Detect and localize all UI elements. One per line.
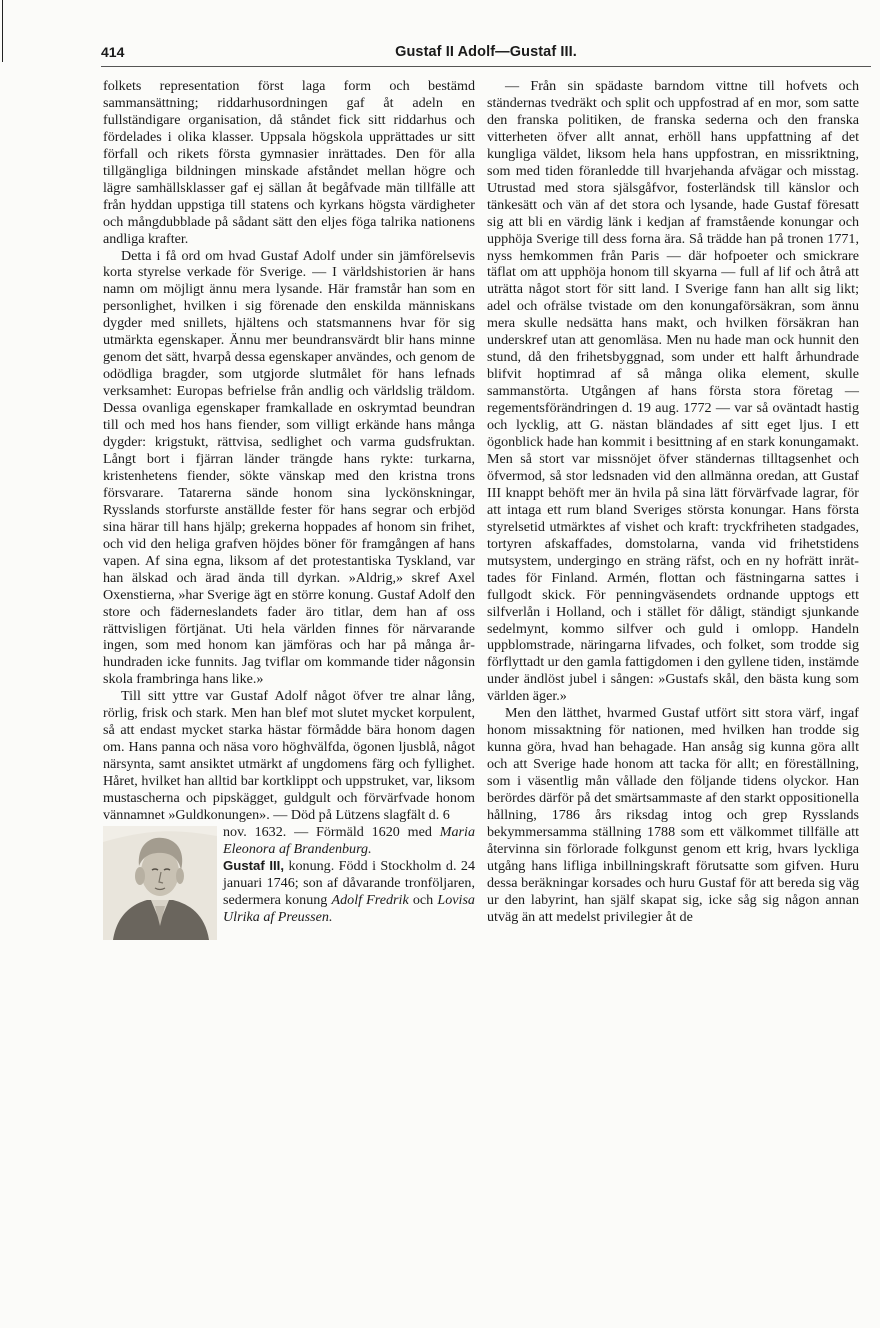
gustaf-iii-entry xyxy=(223,824,475,940)
paragraph: Detta i få ord om hvad Gustaf Adolf under sin jämförelsevis korta styrelse verkade för Sverige. — I världshistorien är hans namn om möjligt ännu mera lysande. Här framstår han som en personlighet, hvilken i sig förenade den enskilda människans dygder med snillets, hjältens och statsmannens hvar för sig utmärkta egenskaper. Ännu mer beundransvärdt blir hans minne genom det sätt, hvarpå dessa egenskaper användes, och genom de odödliga bragder, som utgjorde slutmålet för hans lefnads verksamhet: Europas befrielse från andlig och världslig träldom. Dessa ovanliga egenskaper framkallade en oskrymtad beundran till och med hos hans fiender, som villigt erkände hans många dygder: krigstukt, rättvisa, sedlighet och varma gudsfruktan. Långt bort i fjärran länder trängde hans rykte: turkarna, kristenhetens fiender, sökte vänskap med den kristna trons försvarare. Tatarerna sände honom sina lyckönskningar, Rysslands storfurste anställde fester för hans segrar och erbjöd sina härar till hans hjälp; grekerna hoppades af honom sin frihet, och vid den heliga grafven höjdes böner för framgången af hans vapen. Af sina egna, liksom af det protestantiska Tyskland, var han älskad och ärad ända till dyrkan. »Aldrig,» skref Axel Oxenstierna, »har Sverige ägt en större konung. Gustaf Adolf den store och fäderneslandets fader äro titlar, dem han af oss rättvisligen förtjänat. Uti hela världen finnes för närvarande ingen, som med honom kan jämföras och har på många århundraden icke funnits. Jag tviflar om kommande tider någonsin skola frambringa hans like.» xyxy=(103,247,475,688)
portrait-entry-block xyxy=(103,824,475,940)
spouse-name: Maria Eleonora af Brandenburg. xyxy=(223,823,475,857)
entry-heading: Gustaf III, xyxy=(223,857,284,873)
header-rule xyxy=(101,66,871,67)
portrait-image-gustaf-iii xyxy=(103,826,217,940)
running-title: Gustaf II Adolf—Gustaf III. xyxy=(395,44,577,60)
float-text-line: nov. 1632. — Förmäld 1620 med xyxy=(223,823,432,840)
right-column xyxy=(487,78,859,926)
page-number: 414 xyxy=(101,44,125,60)
father-name: Adolf Fredrik xyxy=(331,891,409,908)
page-header xyxy=(101,44,871,68)
paragraph: Men den lätthet, hvarmed Gustaf utfört sitt stora värf, ingaf honom missaktning för nationen, med hvilken han trodde sig kunna göra, hvad han behagade. Han ansåg sig kunna göra allt och att Sverige hade honom att tacka för allt; en föreställning, som i väsentlig mån vållade den följande tidens olyckor. Han berördes därför på det smärtsammaste af den starkt oppositionella hållning, 1786 års riksdag intog och grep Rysslands bekymmersamma ställning 1788 som ett välkommet tillfälle att återvinna sin förlorade folkgunst genom ett krig, hvars lyckliga utgång hans lifliga inbillningskraft förutsatte som gifven. Huru dessa beräkningar korsades och huru Gustaf för att bereda sig väg ur den labyrint, han själf skapat sig, icke såg sig någon annan utväg än att medelst privilegier åt de xyxy=(487,705,859,925)
left-column xyxy=(103,78,475,940)
entry-text: konung. Född i Stockholm d. 24 januari 1746; son af dåvarande tronföljaren, sedermera konung xyxy=(223,857,476,908)
paragraph: — Från sin spädaste barndom vittne till hofvets och ständernas tvedräkt och split och uppfostrad af en mor, som satte den franska politiken, de franska sederna och den franska vitterheten öfver allt annat, erhöll hans uppfattning af det kungliga väldet, liksom hela hans uppfostran, en missriktning, som med tiden föranledde till hvarjehanda afvägar och misstag. Utrustad med stora själsgåfvor, fosterländsk till känslor och tänkesätt och vän af det stora och lysande, hade Gustaf föresatt sig att bli en värdig länk i kedjan af framstående konungar och upphöja Sverige till dess forna ära. Så trädde han på tronen 1771, nyss hemkommen från Paris — där hofpoeter och smickrare täflat om att upphöja honom till skyarna — full af lif och åtrå att uträtta något stort för sitt land. I Sverige fann han allt sig likt; adel och ofrälse tvistade om den konungaförsäkran, som ännu mera skulle nedsätta hans makt, och hvilken försäkran han underskref utan att genomläsa. Men nu hade man ock hunnit den stund, då den frihetsbyggnad, som under ett halft århundrade blifvit hoptimrad af så många olika element, skulle sammanstörta. Utgången af hans första stora företag — regementsförändringen d. 19 aug. 1772 — var så oväntadt hastig och lycklig, att G. nästan bländades af sitt eget ljus. I ett ögonblick hade han kommit i besittning af en stark konungamakt. Men så stort var missnöjet öfver ständernas tilltagsenhet och öfvermod, så stor ledsnaden vid den allmänna oredan, att Gustaf III knappt behöft mer än hvila på sina lätt förvärfvade lagrar, för att intaga ett rum bland Sveriges största konungar. Hans första styrelsetid utmärktes af vishet och kraft: tryckfriheten stadgades, tortyren afskaffades, domstolarna, vanda vid frihetstidens mutsystem, undergingo en sträng räfst, och en ny hofrätt inrättades för Finland. Armén, flottan och fästningarna sattes i fullgodt skick. För penningväsendets ordnande upptogs ett silfverlån i Holland, och i stället för dåligt, ständigt sjunkande sedelmynt, kommo silfver och guld i omlopp. Handeln uppblomstrade, näringarna lifvades, och folket, som trodde sig förflyttadt ur den gamla fattigdomen i den gyllene tiden, instämde under ändlöst jubel i sången: »Gustafs skål, den bästa kung som världen äger.» xyxy=(487,78,859,705)
mother-name: Lovisa Ulrika af Preussen. xyxy=(223,891,475,925)
paragraph: folkets representation först laga form och bestämd sammansättning; riddarhusordningen gaf åt adeln en fullständigare organisation, då ståndet fick sitt riddarhus och fördelades i olika klasser. Uppsala högskola upprättades ur sitt förfall och rikets första gymnasier inrättades. Den för alla tillgängliga bildningen minskade afståndet mellan högre och lägre samhällsklasser gaf ej sällan åt begåfvade män tillfälle att från hyddan uppstiga till statens och kyrkans högsta värdigheter och mångdubblade på sådant sätt den eljes föga talrika nationens andliga krafter. xyxy=(103,78,475,247)
page-edge-line xyxy=(2,0,3,62)
paragraph: Till sitt yttre var Gustaf Adolf något öfver tre alnar lång, rörlig, frisk och stark. Men han blef mot slutet mycket korpulent, så att endast mycket starka hästar förmådde bära honom dagen om. Hans panna och näsa voro höghvälfda, ögonen ljusblå, något närsynta, samt ansiktet utmärkt af ungdomens färg och fyllighet. Håret, hvilket han alltid bar kortklippt och uppstruket, var, liksom mustascherna och pipskägget, guldgult och förvärfvade honom vännamnet »Guldkonungen». — Död på Lützens slagfält d. 6 xyxy=(103,688,475,823)
conjunction: och xyxy=(412,891,434,908)
